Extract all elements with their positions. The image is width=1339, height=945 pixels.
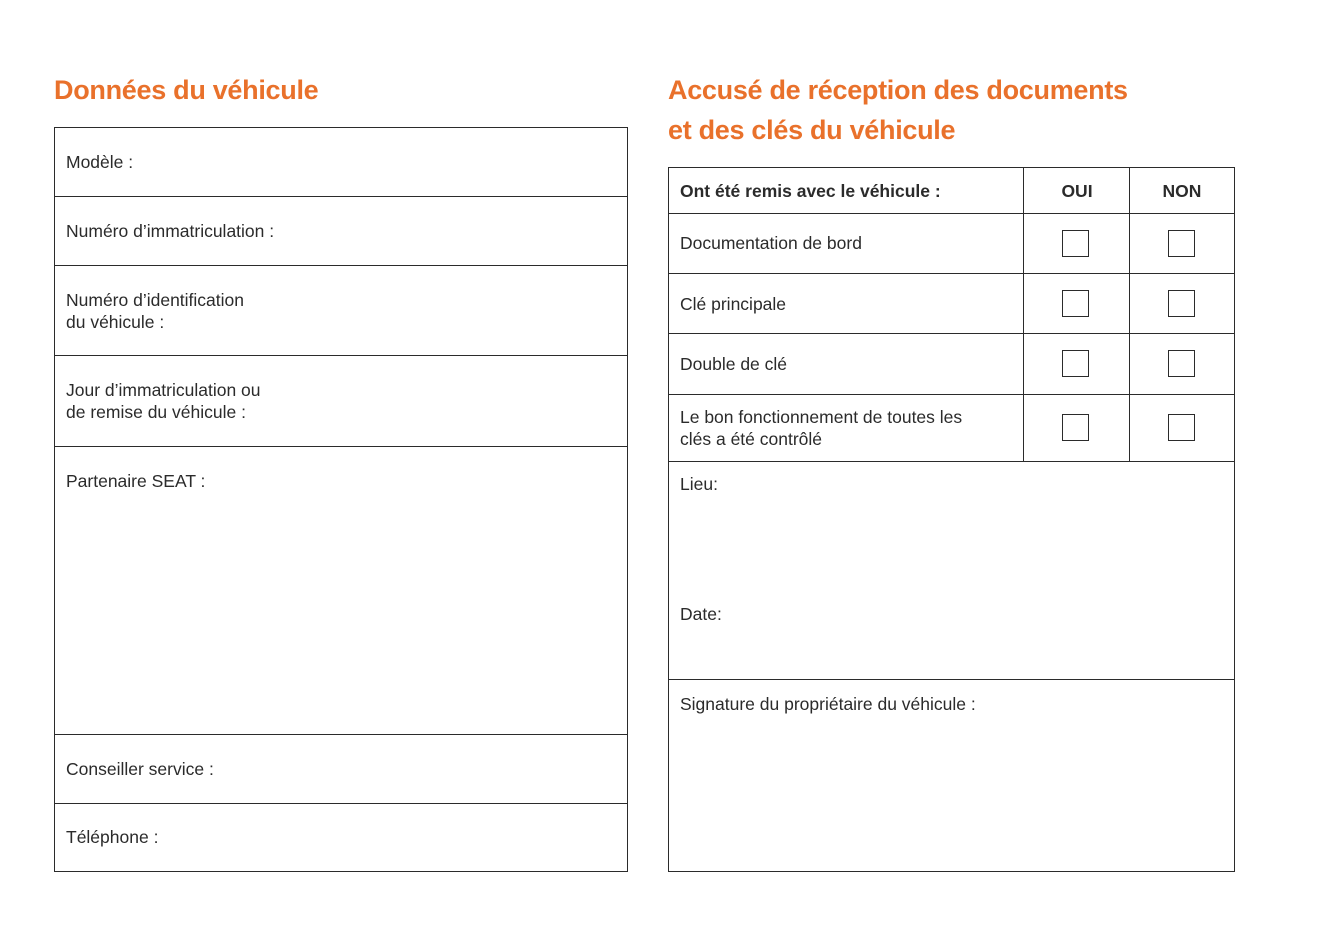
seat-partner-row[interactable] — [55, 447, 627, 735]
spare-key-no-checkbox[interactable] — [1168, 350, 1195, 377]
checklist-row — [669, 395, 1234, 462]
registration-number-label: Numéro d’immatriculation : — [66, 221, 275, 241]
vehicle-data-title: Données du véhicule — [54, 75, 319, 105]
phone-label: Téléphone : — [66, 827, 159, 847]
keys-checked-no-checkbox[interactable] — [1168, 414, 1195, 441]
onboard-documentation-label: Documentation de bord — [680, 233, 862, 253]
keys-checked-yes-checkbox[interactable] — [1062, 414, 1089, 441]
vehicle-data-table — [54, 127, 628, 872]
receipt-title-line2: et des clés du véhicule — [668, 115, 956, 145]
owner-signature-label: Signature du propriétaire du véhicule : — [680, 694, 976, 714]
checklist-row — [669, 274, 1234, 334]
seat-partner-label: Partenaire SEAT : — [66, 471, 206, 491]
checklist-header-row — [669, 168, 1234, 214]
registration-date-label: Jour d’immatriculation ou de remise du véhicule : — [66, 380, 261, 422]
main-key-label: Clé principale — [680, 294, 787, 314]
onboard-documentation-no-checkbox[interactable] — [1168, 230, 1195, 257]
place-date-row[interactable] — [669, 462, 1234, 680]
main-key-no-checkbox[interactable] — [1168, 290, 1195, 317]
checklist-row — [669, 334, 1234, 395]
service-advisor-row[interactable] — [55, 735, 627, 804]
checklist-row — [669, 214, 1234, 274]
keys-checked-label: Le bon fonctionnement de toutes les clés a été contrôlé — [680, 407, 963, 449]
receipt-table — [668, 167, 1235, 872]
spare-key-label: Double de clé — [680, 354, 788, 374]
model-label: Modèle : — [66, 152, 134, 172]
spare-key-yes-checkbox[interactable] — [1062, 350, 1089, 377]
handed-over-header: Ont été remis avec le véhicule : — [680, 181, 941, 201]
phone-row[interactable] — [55, 804, 627, 870]
receipt-title — [668, 70, 1128, 150]
registration-date-row[interactable] — [55, 356, 627, 447]
no-header: NON — [1162, 181, 1202, 201]
yes-header: OUI — [1061, 181, 1093, 201]
place-label: Lieu: — [680, 474, 718, 494]
registration-number-row[interactable] — [55, 197, 627, 266]
service-advisor-label: Conseiller service : — [66, 759, 214, 779]
vin-row[interactable] — [55, 266, 627, 356]
date-label: Date: — [680, 604, 722, 624]
model-row[interactable] — [55, 128, 627, 197]
vin-label: Numéro d’identification du véhicule : — [66, 290, 245, 332]
signature-row[interactable] — [669, 680, 1234, 870]
main-key-yes-checkbox[interactable] — [1062, 290, 1089, 317]
onboard-documentation-yes-checkbox[interactable] — [1062, 230, 1089, 257]
receipt-title-line1: Accusé de réception des documents — [668, 75, 1128, 105]
